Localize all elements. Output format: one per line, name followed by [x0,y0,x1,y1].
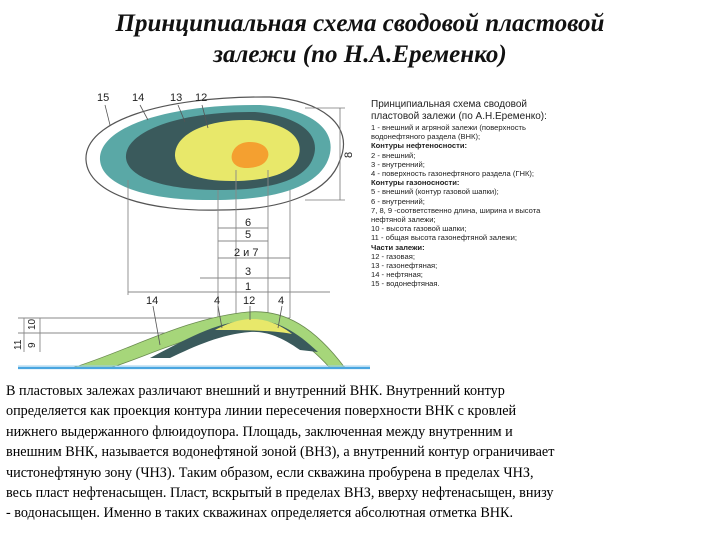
plan-label-14: 14 [132,92,145,104]
legend-heading-1: Принципиальная схема сводовой [371,99,528,110]
legend-item-14: 14 - нефтяная; [371,270,423,280]
legend-item-1b: водонефтяного раздела (ВНК); [371,132,481,142]
legend-item-13: 13 - газонефтяная; [371,261,438,271]
legend-item-4: 4 - поверхность газонефтяного раздела (ГНК); [371,169,535,179]
body-line-5: чистонефтяную зону (ЧНЗ). Таким образом, если скважина пробурена в пределах ЧНЗ, [6,464,534,481]
title-line-1: Принципиальная схема сводовой пластовой [115,10,605,37]
left-label-10: 10 [27,318,38,330]
legend-item-6: 6 - внутренний; [371,196,425,206]
body-line-3: нижнего выдержанного флюидоупора. Площадь, заключенная между внутренним и [6,423,513,440]
legend-item-10: 10 - высота газовой шапки; [371,224,467,234]
body-line-4: внешним ВНК, называется водонефтяной зоной (ВНЗ), а внутренний контур ограничивает [6,444,555,461]
page-title [60,8,660,70]
plan-label-8: 8 [343,151,355,158]
body-paragraph [6,381,714,524]
plan-label-13: 13 [170,92,183,104]
legend-oil-heading: Контуры нефтеносности: [371,141,468,151]
legend [371,99,596,289]
axis-label-1: 1 [245,281,252,293]
section-label-4a: 4 [214,295,221,307]
body-line-7: - водонасыщен. Именно в таких скважинах определяется абсолютная отметка ВНК. [6,505,514,522]
left-label-11: 11 [13,339,24,350]
body-line-1: В пластовых залежах различают внешний и внутренний ВНК. Внутренний контур [6,383,505,399]
legend-heading-2: пластовой залежи (по А.Н.Еременко): [371,111,547,122]
section-label-4b: 4 [278,295,285,307]
deposit-diagram [0,86,720,382]
plan-label-12: 12 [195,92,208,104]
plan-label-15: 15 [97,92,110,104]
legend-item-1: 1 - внешний и агряной залежи (поверхность [371,123,526,132]
pointer-15 [105,105,110,125]
axis-label-5: 5 [245,229,252,241]
axis-label-2-7: 2 и 7 [234,247,259,259]
legend-item-5: 5 - внешний (контур газовой шапки); [371,187,499,197]
title-line-2: залежи (по Н.А.Еременко) [213,41,507,68]
legend-item-3: 3 - внутренний; [371,159,425,169]
plan-view [86,92,355,210]
legend-gas-heading: Контуры газоносности: [371,178,460,188]
body-line-2: определяется как проекция контура линии пересечения поверхности ВНК с кровлей [6,403,517,420]
legend-item-2: 2 - внешний; [371,150,416,160]
legend-item-7-9: 7, 8, 9 -соответственно длина, ширина и высота [371,205,541,215]
axis-label-3: 3 [245,266,252,278]
cross-section [13,295,370,368]
axis-label-6: 6 [245,217,252,229]
section-label-14: 14 [146,295,159,307]
section-label-12: 12 [243,295,256,307]
legend-item-11: 11 - общая высота газонефтяной залежи; [371,233,517,243]
left-label-9: 9 [27,342,38,348]
legend-item-7-9b: нефтяной залежи; [371,215,436,225]
legend-item-12: 12 - газовая; [371,251,415,261]
legend-parts-heading: Части залежи: [371,242,425,252]
body-line-6: весь пласт нефтенасыщен. Пласт, вскрытый в пределах ВНЗ, вверху нефтенасыщен, внизу [6,485,554,502]
legend-item-15: 15 - водонефтяная. [371,279,440,289]
